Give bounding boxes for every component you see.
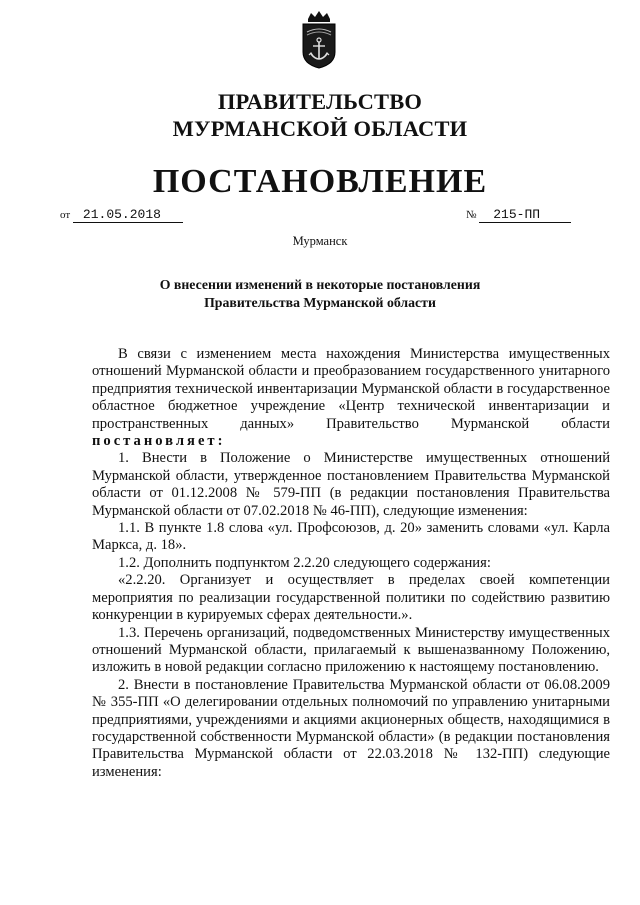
paragraph-1-3: 1.3. Перечень организаций, подведомственных Министерству имущественных отношений Мурманской области, прилагаемый к вышеназванному Положению, изложить в новой редакции согласно приложению к настоящему постановлению. xyxy=(92,624,610,676)
paragraph-intro xyxy=(92,346,610,450)
paragraph-1: 1. Внести в Положение о Министерстве имущественных отношений Мурманской области, утвержденное постановлением Правительства Мурманской области от 01.12.2008 № 579-ПП (в редакции постановления Правительства Мурманской области от 07.02.2018 № 46-ПП), следующие изменения: xyxy=(92,450,610,519)
document-type-title: ПОСТАНОВЛЕНИЕ xyxy=(152,163,488,200)
date-prefix: от xyxy=(60,209,71,221)
subject-line2: Правительства Мурманской области xyxy=(204,295,436,310)
coat-of-arms-icon xyxy=(297,10,341,70)
number-value: 215-ПП xyxy=(479,207,571,223)
city-name: Мурманск xyxy=(292,234,348,248)
document-date xyxy=(60,207,183,227)
paragraph-2: 2. Внести в постановление Правительства Мурманской области от 06.08.2009 № 355-ПП «О делегировании отдельных полномочий по управлению унитарными предприятиями, учреждениями и акциями акционерных обществ, находящимися в государственной собственности Мурманской области» (в редакции постановления Правительства Мурманской области от 22.03.2018 № 132-ПП) следующие изменения: xyxy=(92,676,610,780)
document-subject xyxy=(0,276,640,312)
government-title-line1: ПРАВИТЕЛЬСТВО xyxy=(217,89,423,114)
number-prefix: № xyxy=(466,209,477,221)
paragraph-1-1: 1.1. В пункте 1.8 слова «ул. Профсоюзов, д. 20» заменить словами «ул. Карла Маркса, д. 18». xyxy=(92,520,610,554)
paragraph-1-2-quote: «2.2.20. Организует и осуществляет в пределах своей компетенции мероприятия по реализации государственной политики по содействию развитию конкуренции в курируемых сферах деятельности.». xyxy=(92,572,610,624)
subject-line1: О внесении изменений в некоторые постановления xyxy=(159,277,481,292)
resolves-word: постановляет: xyxy=(92,433,226,450)
date-value: 21.05.2018 xyxy=(73,207,183,223)
government-title xyxy=(0,88,640,142)
government-title-line2: МУРМАНСКОЙ ОБЛАСТИ xyxy=(172,116,468,141)
document-body xyxy=(92,346,610,781)
document-number xyxy=(466,207,571,227)
coat-of-arms-graphic xyxy=(297,10,341,70)
intro-text: В связи с изменением места нахождения Министерства имущественных отношений Мурманской области и преобразованием государственного унитарного предприятия технической инвентаризации Мурманской области в государственное областное бюджетное учреждение «Центр технической инвентаризации и пространственных данных» Правительство Мурманской области xyxy=(92,346,610,432)
paragraph-1-2: 1.2. Дополнить подпунктом 2.2.20 следующего содержания: xyxy=(118,554,491,571)
